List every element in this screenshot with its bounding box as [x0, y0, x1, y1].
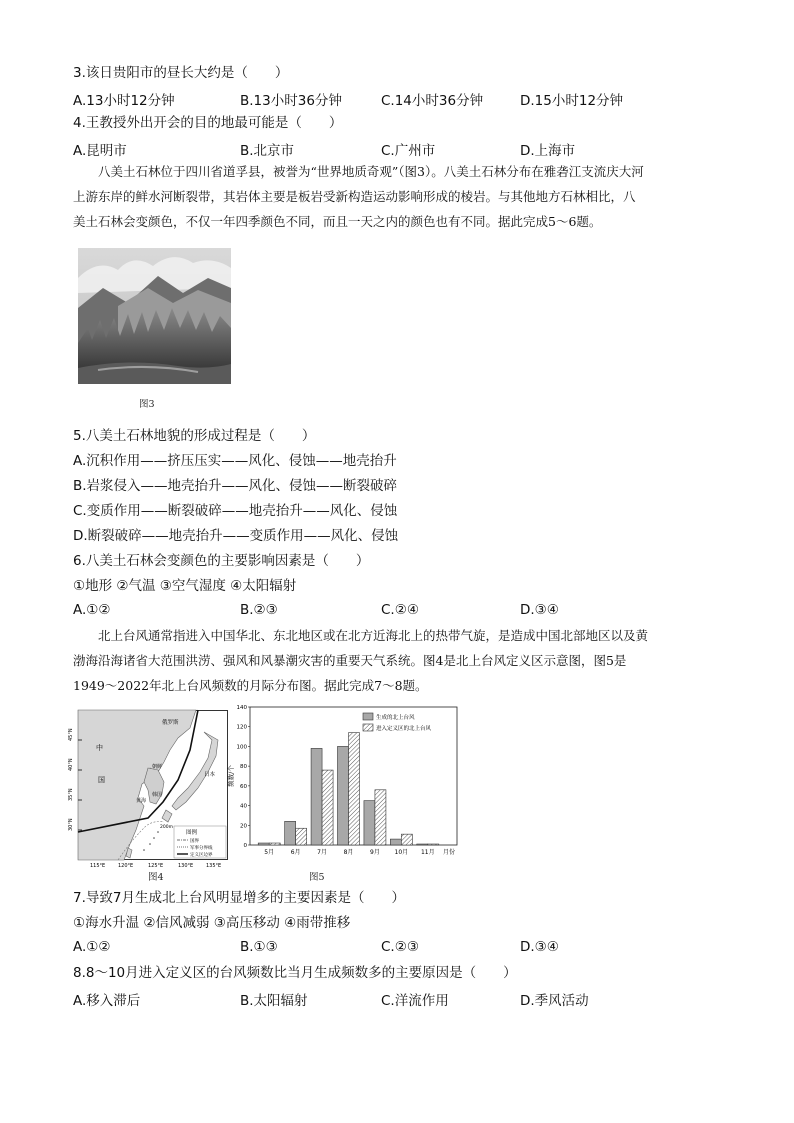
q7-options	[73, 939, 733, 957]
x-tick-label: 5月	[264, 849, 275, 856]
y-tick-label: 80	[240, 764, 247, 771]
bar-generated	[338, 746, 349, 845]
bar-generated	[311, 748, 322, 845]
q6-items: ①地形 ②气温 ③空气湿度 ④太阳辐射	[73, 578, 297, 594]
q7-option-d: D.③④	[520, 939, 559, 955]
q4-option-c: C.广州市	[381, 143, 436, 159]
q5-stem: 5.八美土石林地貌的形成过程是（ ）	[73, 428, 316, 444]
bar-generated	[258, 843, 269, 845]
bar-entered	[375, 790, 386, 845]
q3-option-b: B.13小时36分钟	[240, 93, 342, 109]
y-tick-label: 20	[240, 823, 247, 830]
legend-swatch	[363, 724, 373, 731]
lon-label: 115°E	[90, 863, 106, 869]
legend-label: 生成的北上台风	[376, 715, 415, 721]
map-label-guo: 国	[98, 776, 105, 784]
passage-stone-forest	[73, 159, 723, 234]
bar-entered	[401, 834, 412, 845]
y-axis-label: 频数/个	[227, 765, 235, 787]
q3-options	[73, 89, 733, 107]
passage-line: 八美土石林位于四川省道孚县，被誉为“世界地质奇观”（图3）。八美土石林分布在雅砻江支流庆大河	[73, 164, 644, 179]
y-tick-label: 40	[240, 803, 247, 810]
q5-option-b: B.岩浆侵入——地壳抬升——风化、侵蚀——断裂破碎	[73, 478, 398, 494]
y-tick-label: 60	[240, 783, 247, 790]
figure3-photo	[78, 248, 231, 384]
bar-entered	[349, 733, 360, 845]
q8-stem: 8.8～10月进入定义区的台风频数比当月生成频数多的主要原因是（ ）	[73, 965, 517, 981]
lon-label: 120°E	[118, 863, 134, 869]
q5-option-c: C.变质作用——断裂破碎——地壳抬升——风化、侵蚀	[73, 503, 398, 519]
q7-stem: 7.导致7月生成北上台风明显增多的主要因素是（ ）	[73, 890, 405, 906]
q3-option-c: C.14小时36分钟	[381, 93, 484, 109]
passage-line: 美土石林会变颜色，不仅一年四季颜色不同，而且一天之内的颜色也有不同。据此完成5～6题。	[73, 214, 602, 229]
figure5-bar-chart	[225, 703, 460, 863]
map-label-south-korea: 韩国	[152, 792, 163, 798]
bar-entered	[296, 828, 307, 845]
map-legend-title: 图例	[186, 830, 198, 836]
q5-option-a: A.沉积作用——挤压压实——风化、侵蚀——地壳抬升	[73, 453, 397, 469]
y-tick-label: 140	[236, 705, 247, 711]
q8-options	[73, 989, 733, 1007]
map-label-japan: 日本	[204, 772, 216, 778]
map-label-russia: 俄罗斯	[162, 720, 179, 726]
x-tick-label: 11月	[420, 849, 435, 856]
q8-option-d: D.季风活动	[520, 993, 589, 1009]
q4-option-d: D.上海市	[520, 143, 576, 159]
passage-typhoon	[73, 623, 723, 698]
q6-option-c: C.②④	[381, 602, 419, 618]
map-legend-border: 国界	[190, 839, 199, 844]
bar-entered	[322, 770, 333, 845]
x-tick-label: 10月	[394, 849, 409, 856]
q6-options	[73, 602, 733, 620]
lon-label: 135°E	[206, 863, 222, 869]
q4-options	[73, 139, 733, 157]
lat-label: 35°N	[68, 788, 74, 801]
map-label-yellow-sea: 黄海	[136, 798, 147, 804]
q5-option-d: D.断裂破碎——地壳抬升——变质作用——风化、侵蚀	[73, 528, 399, 544]
passage-line: 渤海沿海诸省大范围洪涝、强风和风暴潮灾害的重要天气系统。图4是北上台风定义区示意图，图5是	[73, 653, 627, 668]
lat-label: 30°N	[68, 818, 74, 831]
q6-option-d: D.③④	[520, 602, 559, 618]
legend-label: 进入定义区的北上台风	[376, 726, 432, 732]
x-tick-label: 9月	[370, 849, 380, 856]
q8-option-a: A.移入滞后	[73, 993, 141, 1009]
map-label-north-korea: 朝鲜	[152, 764, 163, 770]
bar-generated	[364, 801, 375, 845]
q6-stem: 6.八美土石林会变颜色的主要影响因素是（ ）	[73, 553, 370, 569]
map-label-zhong: 中	[96, 744, 103, 752]
q3-option-d: D.15小时12分钟	[520, 93, 624, 109]
passage-line: 北上台风通常指进入中国华北、东北地区或在北方近海北上的热带气旋，是造成中国北部地区以及黄	[73, 628, 649, 643]
map-legend-area-boundary: 定义区边界	[190, 853, 213, 858]
q6-option-a: A.①②	[73, 602, 111, 618]
q4-option-b: B.北京市	[240, 143, 295, 159]
q4-option-a: A.昆明市	[73, 143, 127, 159]
passage-line: 1949～2022年北上台风频数的月际分布图。据此完成7～8题。	[73, 678, 428, 693]
bar-generated	[417, 844, 428, 845]
q4-stem: 4.王教授外出开会的目的地最可能是（ ）	[73, 115, 343, 131]
bar-entered	[428, 844, 439, 845]
q3-stem: 3.该日贵阳市的昼长大约是（ ）	[73, 65, 289, 81]
bar-generated	[390, 839, 401, 845]
legend-swatch	[363, 713, 373, 720]
lon-label: 130°E	[178, 863, 194, 869]
q6-option-b: B.②③	[240, 602, 278, 618]
x-tick-label: 7月	[317, 849, 327, 856]
figure5-caption: 图5	[309, 872, 325, 883]
map-label-isobath: 200m	[160, 825, 173, 830]
x-tick-label: 8月	[343, 849, 354, 856]
passage-line: 上游东岸的鲜水河断裂带，其岩体主要是板岩受新构造运动影响形成的棱岩。与其他地方石林相比，八	[73, 189, 636, 204]
q7-option-c: C.②③	[381, 939, 419, 955]
bar-entered	[269, 843, 280, 845]
figure4-caption: 图4	[148, 872, 164, 883]
lat-label: 45°N	[68, 728, 74, 741]
lon-label: 125°E	[148, 863, 164, 869]
y-tick-label: 0	[243, 843, 247, 849]
q7-items: ①海水升温 ②信风减弱 ③高压移动 ④雨带推移	[73, 915, 351, 931]
q7-option-a: A.①②	[73, 939, 111, 955]
figure3-caption: 图3	[139, 399, 155, 410]
q8-option-b: B.太阳辐射	[240, 993, 308, 1009]
map-legend-military-line: 军事分界线	[190, 846, 213, 851]
figure4-axes	[60, 705, 240, 869]
bar-generated	[285, 821, 296, 845]
q3-option-a: A.13小时12分钟	[73, 93, 175, 109]
lat-label: 40°N	[68, 758, 74, 771]
q7-option-b: B.①③	[240, 939, 278, 955]
x-axis-unit-label: 月份	[442, 849, 455, 856]
x-tick-label: 6月	[290, 849, 301, 856]
y-tick-label: 100	[236, 744, 247, 751]
q8-option-c: C.洋流作用	[381, 993, 449, 1009]
y-tick-label: 120	[236, 724, 247, 731]
